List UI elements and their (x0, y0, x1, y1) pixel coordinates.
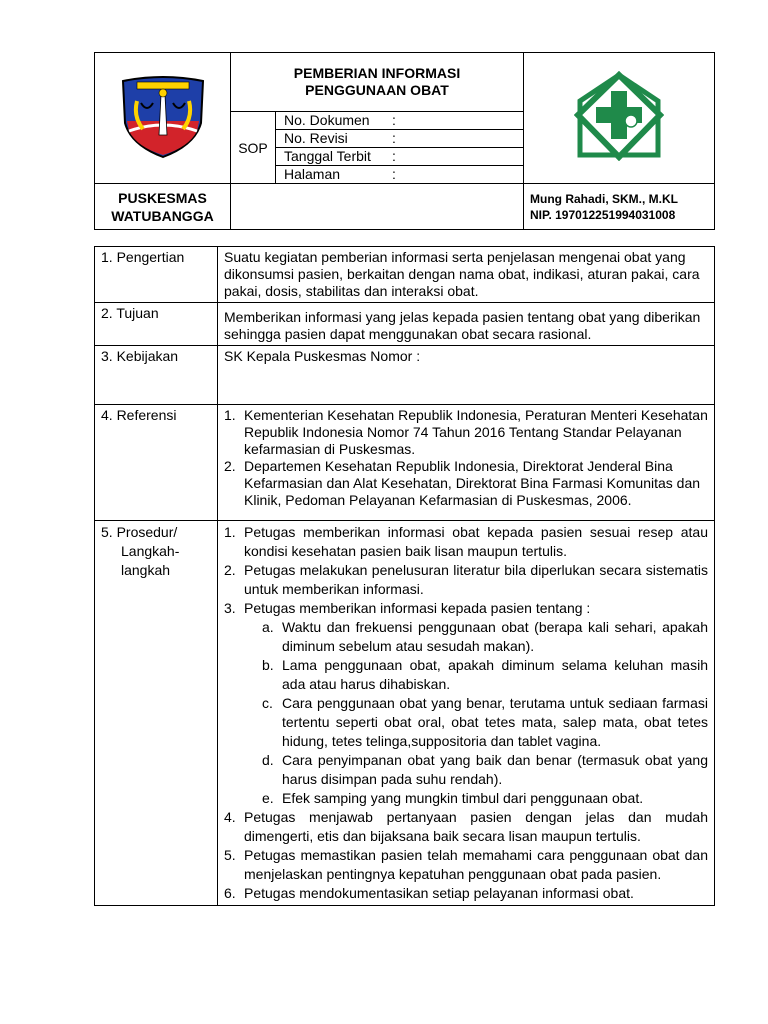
regency-logo-cell (95, 53, 231, 184)
section-text-tujuan: Memberikan informasi yang jelas kepada pasien tentang obat yang diberikan sehingga pasien dapat menggunakan obat secara rasional. (218, 303, 715, 346)
regency-shield-icon (117, 73, 209, 159)
reference-item: 2. Departemen Kesehatan Republik Indonesia, Direktorat Jenderal Bina Kefarmasian dan Alat Kesehatan, Direktorat Bina Farmasi Komunitas dan Klinik, Pedoman Pelayanan Kefarmasian di Puskesmas, 2006. (224, 458, 701, 508)
puskesmas-name: PUSKESMAS WATUBANGGA (95, 184, 231, 230)
section-label-referensi: 4. Referensi (95, 405, 218, 521)
reference-item: 1. Kementerian Kesehatan Republik Indonesia, Peraturan Menteri Kesehatan Republik Indonesia Nomor 74 Tahun 2016 Tentang Standar Pelayanan kefarmasian di Puskesmas. (224, 407, 708, 457)
signer-name: Mung Rahadi, SKM., M.KL (530, 191, 678, 206)
procedure-step: 6. Petugas mendokumentasikan setiap pelayanan informasi obat. (224, 885, 634, 901)
section-text-kebijakan: SK Kepala Puskesmas Nomor : (218, 346, 715, 405)
sop-header-table (94, 52, 715, 230)
procedure-step: 1. Petugas memberikan informasi obat kepada pasien sesuai resep atau kondisi kesehatan pasien baik lisan maupun tertulis. (224, 524, 708, 559)
signer-nip: NIP. 197012251994031008 (530, 207, 676, 222)
procedure-substep: e. Efek samping yang mungkin timbul dari penggunaan obat. (262, 790, 644, 806)
section-text-pengertian: Suatu kegiatan pemberian informasi serta penjelasan mengenai obat yang dikonsumsi pasien, berkaitan dengan nama obat, indikasi, aturan pakai, cara pakai, dosis, stabilitas dan interaksi obat. (218, 247, 715, 303)
sop-content-table (94, 246, 715, 906)
document-title: PEMBERIAN INFORMASI PENGGUNAAN OBAT (231, 53, 524, 112)
procedure-step: 5. Petugas memastikan pasien telah memahami cara penggunaan obat dan menjelaskan pentingnya kepatuhan penggunaan obat pada pasien. (224, 847, 708, 882)
procedure-substep: a. Waktu dan frekuensi penggunaan obat (berapa kali sehari, apakah diminum sebelum atau sesudah makan). (262, 619, 708, 654)
issue-date-row: Tanggal Terbit : (276, 148, 523, 166)
page-row: Halaman : (284, 166, 396, 182)
doc-number-row: No. Dokumen : (276, 112, 523, 130)
procedure-step: 3. Petugas memberikan informasi kepada pasien tentang : a. Waktu dan frekuensi penggunaan obat (berapa kali sehari, apakah diminum sebelum atau sesudah makan). b. Lama penggunaan obat, apakah diminum selama keluhan masih ada atau harus dihabiskan. c. Cara penggunaan obat yang benar, terutama untuk sediaan farmasi tertentu seperti obat oral, obat tetes mata, salep mata, obat tetes hidung, tetes telinga,suppositoria dan tablet vagina. d. Cara penyimpanan obat yang baik dan benar (termasuk obat yang harus disimpan pada suhu rendah). e. Efek samping yang mungkin timbul dari penggunaan obat. (224, 600, 708, 806)
section-label-prosedur: 5. Prosedur/ Langkah- langkah (95, 521, 218, 906)
procedure-substep: d. Cara penyimpanan obat yang baik dan benar (termasuk obat yang harus disimpan pada suhu rendah). (262, 752, 708, 787)
revision-row: No. Revisi : (276, 130, 523, 148)
procedure-step: 2. Petugas melakukan penelusuran literatur bila diperlukan secara sistematis untuk memberikan informasi. (224, 562, 708, 597)
section-text-referensi (218, 405, 715, 521)
procedure-substep: b. Lama penggunaan obat, apakah diminum selama keluhan masih ada atau harus dihabiskan. (262, 657, 708, 692)
section-label-tujuan: 2. Tujuan (95, 303, 218, 346)
puskesmas-logo-icon (574, 71, 664, 161)
section-label-pengertian: 1. Pengertian (95, 247, 218, 303)
document-info (276, 112, 524, 184)
signer-block (524, 184, 715, 230)
puskesmas-logo-cell (524, 53, 715, 184)
section-text-prosedur (218, 521, 715, 906)
procedure-substep: c. Cara penggunaan obat yang benar, terutama untuk sediaan farmasi tertentu seperti obat oral, obat tetes mata, salep mata, obat tetes hidung, tetes telinga,suppositoria dan tablet vagina. (262, 695, 708, 749)
procedure-substeps (244, 618, 708, 808)
signature-area (231, 184, 524, 230)
sop-label: SOP (231, 112, 276, 184)
procedure-step: 4. Petugas menjawab pertanyaan pasien dengan jelas dan mudah dimengerti, etis dan bijaksana baik secara lisan maupun tertulis. (224, 809, 708, 844)
section-label-kebijakan: 3. Kebijakan (95, 346, 218, 405)
